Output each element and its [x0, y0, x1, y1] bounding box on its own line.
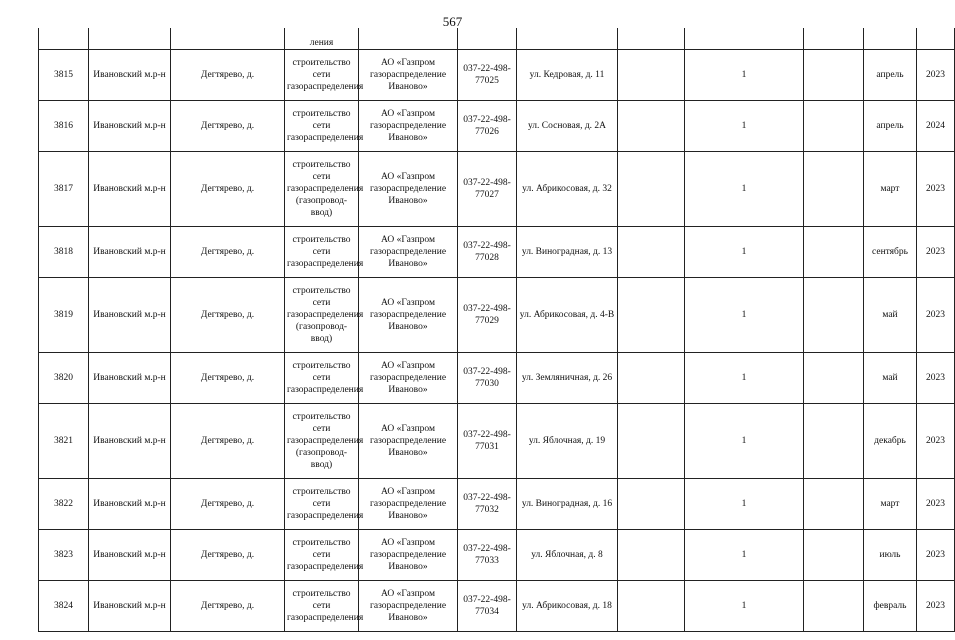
organization-cell: АО «Газпром газораспределение Иваново»: [359, 478, 458, 529]
address-cell: ул. Яблочная, д. 19: [517, 403, 618, 478]
locality-cell: Дегтярево, д.: [171, 529, 285, 580]
empty-cell: [804, 226, 864, 277]
district-cell: Ивановский м.р-н: [89, 100, 171, 151]
district-cell: Ивановский м.р-н: [89, 151, 171, 226]
row-number: 3823: [39, 529, 89, 580]
organization-cell: АО «Газпром газораспределение Иваново»: [359, 49, 458, 100]
empty-cell: [618, 580, 685, 631]
quantity-cell: 1: [685, 100, 804, 151]
district-cell: Ивановский м.р-н: [89, 277, 171, 352]
table-row: [39, 151, 955, 226]
quantity-cell: 1: [685, 226, 804, 277]
empty-cell: [804, 151, 864, 226]
work-type-cell: строительство сети газораспределения (газопровод-ввод): [285, 277, 359, 352]
table-body: [39, 28, 955, 631]
locality-cell: Дегтярево, д.: [171, 151, 285, 226]
empty-cell: [618, 529, 685, 580]
quantity-cell: 1: [685, 49, 804, 100]
empty-cell: [804, 529, 864, 580]
row-number: 3819: [39, 277, 89, 352]
locality-cell: Дегтярево, д.: [171, 226, 285, 277]
district-cell: Ивановский м.р-н: [89, 478, 171, 529]
object-code-cell: 037-22-498-77028: [458, 226, 517, 277]
organization-cell: АО «Газпром газораспределение Иваново»: [359, 580, 458, 631]
quantity-cell: 1: [685, 151, 804, 226]
quantity-cell: 1: [685, 580, 804, 631]
table-row: [39, 277, 955, 352]
locality-cell: Дегтярево, д.: [171, 478, 285, 529]
address-cell: ул. Абрикосовая, д. 18: [517, 580, 618, 631]
address-cell: ул. Кедровая, д. 11: [517, 49, 618, 100]
month-cell: февраль: [864, 580, 917, 631]
gasification-table: [38, 28, 955, 632]
locality-cell: Дегтярево, д.: [171, 352, 285, 403]
empty-cell: [618, 403, 685, 478]
page-number: 567: [442, 14, 463, 29]
organization-cell: АО «Газпром газораспределение Иваново»: [359, 277, 458, 352]
table-row: [39, 478, 955, 529]
table-row: [39, 529, 955, 580]
table-row: [39, 352, 955, 403]
work-type-cell: строительство сети газораспределения (газопровод-ввод): [285, 151, 359, 226]
organization-cell: АО «Газпром газораспределение Иваново»: [359, 403, 458, 478]
organization-cell: АО «Газпром газораспределение Иваново»: [359, 151, 458, 226]
table-row: [39, 580, 955, 631]
work-type-cell: строительство сети газораспределения: [285, 478, 359, 529]
month-cell: март: [864, 151, 917, 226]
object-code-cell: 037-22-498-77029: [458, 277, 517, 352]
year-cell: 2023: [917, 580, 955, 631]
organization-cell: АО «Газпром газораспределение Иваново»: [359, 529, 458, 580]
work-type-cell: строительство сети газораспределения: [285, 352, 359, 403]
year-cell: 2023: [917, 277, 955, 352]
month-cell: март: [864, 478, 917, 529]
empty-cell: [618, 478, 685, 529]
district-cell: Ивановский м.р-н: [89, 352, 171, 403]
district-cell: Ивановский м.р-н: [89, 403, 171, 478]
row-number: 3818: [39, 226, 89, 277]
table-row: [39, 100, 955, 151]
month-cell: май: [864, 352, 917, 403]
row-number: 3820: [39, 352, 89, 403]
empty-cell: [804, 100, 864, 151]
object-code-cell: 037-22-498-77033: [458, 529, 517, 580]
quantity-cell: 1: [685, 352, 804, 403]
empty-cell: [804, 478, 864, 529]
year-cell: 2023: [917, 226, 955, 277]
object-code-cell: 037-22-498-77025: [458, 49, 517, 100]
empty-cell: [618, 151, 685, 226]
empty-cell: [618, 277, 685, 352]
table-row: [39, 403, 955, 478]
month-cell: апрель: [864, 100, 917, 151]
empty-cell: [804, 277, 864, 352]
district-cell: Ивановский м.р-н: [89, 529, 171, 580]
type-fragment: ления: [285, 28, 359, 49]
locality-cell: Дегтярево, д.: [171, 580, 285, 631]
empty-cell: [804, 49, 864, 100]
work-type-cell: строительство сети газораспределения: [285, 580, 359, 631]
object-code-cell: 037-22-498-77031: [458, 403, 517, 478]
organization-cell: АО «Газпром газораспределение Иваново»: [359, 226, 458, 277]
row-number: 3817: [39, 151, 89, 226]
object-code-cell: 037-22-498-77027: [458, 151, 517, 226]
empty-cell: [618, 100, 685, 151]
locality-cell: Дегтярево, д.: [171, 100, 285, 151]
work-type-cell: строительство сети газораспределения: [285, 226, 359, 277]
quantity-cell: 1: [685, 529, 804, 580]
locality-cell: Дегтярево, д.: [171, 277, 285, 352]
year-cell: 2023: [917, 529, 955, 580]
work-type-cell: строительство сети газораспределения: [285, 49, 359, 100]
address-cell: ул. Земляничная, д. 26: [517, 352, 618, 403]
address-cell: ул. Виноградная, д. 13: [517, 226, 618, 277]
row-number: 3822: [39, 478, 89, 529]
month-cell: сентябрь: [864, 226, 917, 277]
empty-cell: [618, 226, 685, 277]
empty-cell: [804, 352, 864, 403]
row-number: 3824: [39, 580, 89, 631]
year-cell: 2023: [917, 403, 955, 478]
object-code-cell: 037-22-498-77032: [458, 478, 517, 529]
quantity-cell: 1: [685, 478, 804, 529]
month-cell: май: [864, 277, 917, 352]
work-type-cell: строительство сети газораспределения: [285, 529, 359, 580]
district-cell: Ивановский м.р-н: [89, 580, 171, 631]
row-number: 3815: [39, 49, 89, 100]
month-cell: апрель: [864, 49, 917, 100]
row-number: 3816: [39, 100, 89, 151]
empty-cell: [618, 49, 685, 100]
year-cell: 2023: [917, 352, 955, 403]
month-cell: июль: [864, 529, 917, 580]
table-row: [39, 226, 955, 277]
quantity-cell: 1: [685, 277, 804, 352]
locality-cell: Дегтярево, д.: [171, 403, 285, 478]
work-type-cell: строительство сети газораспределения (газопровод-ввод): [285, 403, 359, 478]
organization-cell: АО «Газпром газораспределение Иваново»: [359, 100, 458, 151]
continued-row: [39, 28, 955, 49]
quantity-cell: 1: [685, 403, 804, 478]
year-cell: 2024: [917, 100, 955, 151]
row-number: 3821: [39, 403, 89, 478]
address-cell: ул. Яблочная, д. 8: [517, 529, 618, 580]
empty-cell: [804, 403, 864, 478]
table-row: [39, 49, 955, 100]
month-cell: декабрь: [864, 403, 917, 478]
object-code-cell: 037-22-498-77030: [458, 352, 517, 403]
address-cell: ул. Абрикосовая, д. 32: [517, 151, 618, 226]
address-cell: ул. Виноградная, д. 16: [517, 478, 618, 529]
address-cell: ул. Абрикосовая, д. 4-В: [517, 277, 618, 352]
year-cell: 2023: [917, 151, 955, 226]
locality-cell: Дегтярево, д.: [171, 49, 285, 100]
address-cell: ул. Сосновая, д. 2А: [517, 100, 618, 151]
work-type-cell: строительство сети газораспределения: [285, 100, 359, 151]
object-code-cell: 037-22-498-77034: [458, 580, 517, 631]
district-cell: Ивановский м.р-н: [89, 226, 171, 277]
organization-cell: АО «Газпром газораспределение Иваново»: [359, 352, 458, 403]
object-code-cell: 037-22-498-77026: [458, 100, 517, 151]
year-cell: 2023: [917, 478, 955, 529]
year-cell: 2023: [917, 49, 955, 100]
empty-cell: [804, 580, 864, 631]
empty-cell: [618, 352, 685, 403]
district-cell: Ивановский м.р-н: [89, 49, 171, 100]
